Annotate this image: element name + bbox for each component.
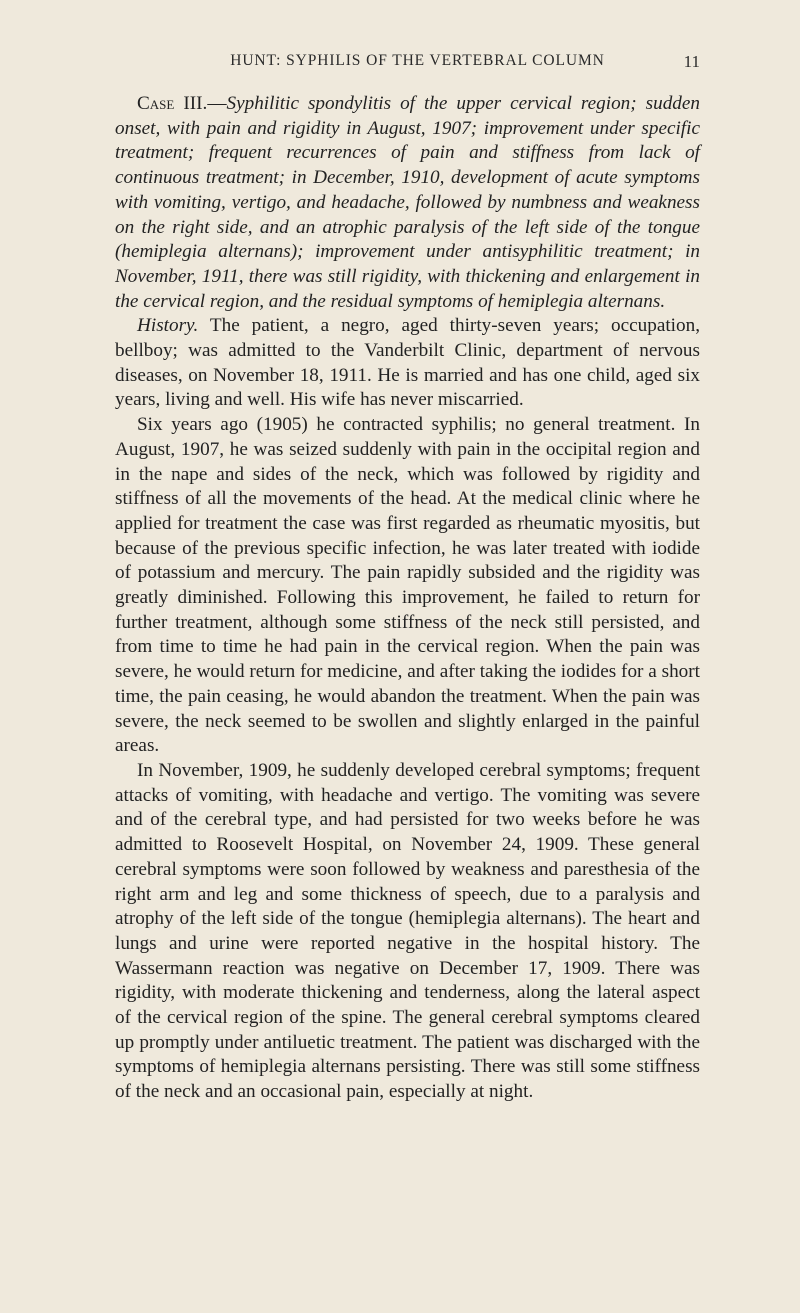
history-label: History. xyxy=(137,315,199,337)
body-paragraph-onset: Six years ago (1905) he contracted syphilis; no general treatment. In August, 1907, he was seized suddenly with pain in the occipital region and in the nape and sides of the neck, which was followed by rigidity and stiffness of all the movements of the head. At the medical clinic where he applied for treatment the case was first regarded as rheumatic myositis, but because of the previous specific infection, he was later treated with iodide of potassium and mercury. The pain rapidly subsided and the rigidity was greatly diminished. Following this improvement, he failed to return for further treatment, although some stiffness of the neck still persisted, and from time to time he had pain in the cervical region. When the pain was severe, he would return for medicine, and after taking the iodides for a short time, the pain ceasing, he would abandon the treatment. When the pain was severe, the neck seemed to be swollen and slightly enlarged in the painful areas. xyxy=(115,414,700,757)
history-text: The patient, a negro, aged thirty-seven years; occupation, bellboy; was admitted to the Vanderbilt Clinic, department of nervous diseases, on November 18, 1911. He is married and has one child, aged six years, living and well. His wife has never miscarried. xyxy=(115,315,700,411)
article-body xyxy=(115,92,700,1105)
case-summary: Syphilitic spondylitis of the upper cervical region; sudden onset, with pain and rigidity in August, 1907; improvement under specific treatment; frequent recurrences of pain and stiffness from lack of continuous treatment; in December, 1910, development of acute symptoms with vomiting, vertigo, and headache, followed by numbness and weakness on the right side, and an atrophic paralysis of the left side of the tongue (hemiplegia alternans); improvement under antisyphilitic treatment; in November, 1911, there was still rigidity, with thickening and enlargement in the cervical region, and the residual symptoms of hemiplegia alternans. xyxy=(115,93,701,312)
case-summary-paragraph xyxy=(115,92,700,314)
case-dash: — xyxy=(207,93,227,114)
case-heading: Case III. xyxy=(137,93,208,114)
running-head-title: HUNT: SYPHILIS OF THE VERTEBRAL COLUMN xyxy=(230,52,605,69)
history-paragraph xyxy=(115,314,700,413)
running-head xyxy=(115,52,700,92)
page-number: 11 xyxy=(683,52,700,71)
body-paragraph-cerebral-symptoms: In November, 1909, he suddenly developed cerebral symptoms; frequent attacks of vomiting, with headache and vertigo. The vomiting was severe and of the cerebral type, and had persisted for two weeks before he was admitted to Roosevelt Hospital, on November 24, 1909. These general cerebral symptoms were soon followed by weakness and paresthesia of the right arm and leg and some thickness of speech, due to a paralysis and atrophy of the left side of the tongue (hemiplegia alternans). The heart and lungs and urine were reported negative in the hospital history. The Wassermann reaction was negative on December 17, 1909. There was rigidity, with moderate thickening and tenderness, along the lateral aspect of the cervical region of the spine. The general cerebral symptoms cleared up promptly under antiluetic treatment. The patient was discharged with the symptoms of hemiplegia alternans persisting. There was still some stiffness of the neck and an occasional pain, especially at night. xyxy=(115,759,700,1103)
